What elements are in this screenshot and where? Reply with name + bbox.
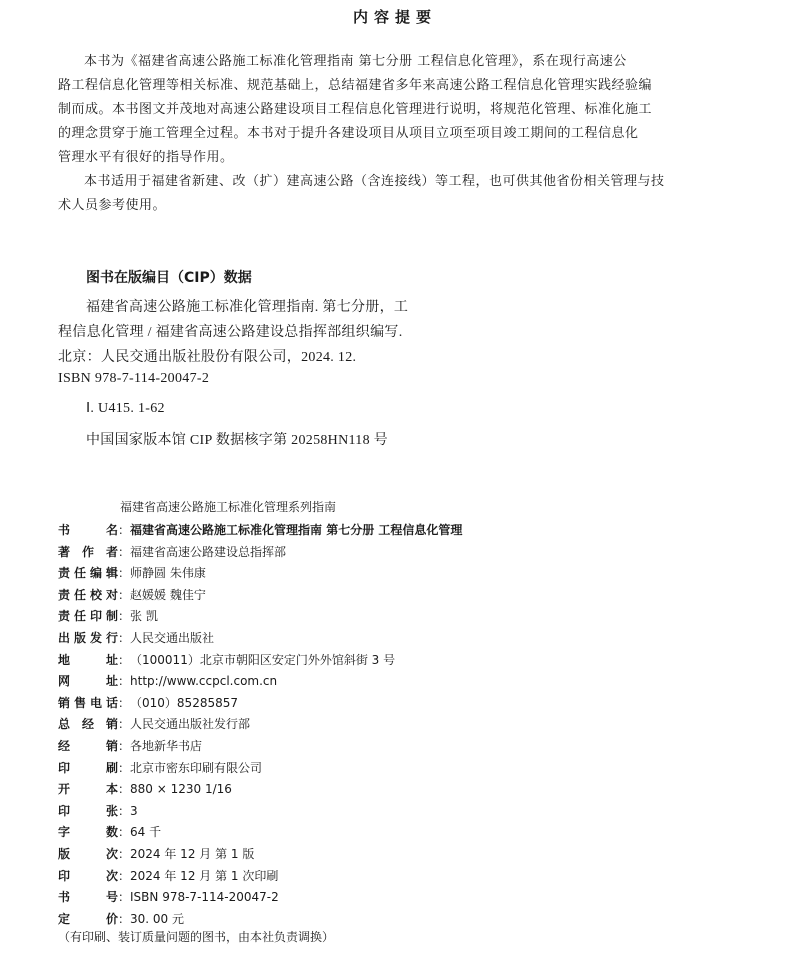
colophon-row-proofreader: 责任校对：赵媛媛 魏佳宁	[58, 587, 206, 602]
colophon-row-sheets: 印张：3	[58, 803, 138, 818]
row-value: 64 千	[130, 825, 162, 840]
row-value: 880 × 1230 1/16	[130, 782, 232, 797]
row-value: 人民交通出版社发行部	[130, 717, 251, 732]
row-label: 印次	[58, 868, 118, 883]
row-label: 版次	[58, 847, 118, 861]
colophon-row-edition: 版次：2024 年 12 月 第 1 版	[58, 847, 255, 861]
abstract-line: 制而成。本书图文并茂地对高速公路建设项目工程信息化管理进行说明，将规范化管理、标准化施工	[58, 102, 653, 117]
colophon-row-publisher: 出版发行：人民交通出版社	[58, 631, 215, 645]
colophon-row-sales-phone: 销售电话：（010）85285857	[58, 695, 238, 710]
cip-record-number: 中国国家版本馆 CIP 数据核字第 20258HN118 号	[86, 433, 388, 448]
abstract-line: 术人员参考使用。	[58, 198, 167, 213]
row-value: 3	[130, 803, 138, 818]
row-label: 责任校对	[58, 587, 118, 602]
row-value: 福建省高速公路建设总指挥部	[130, 544, 287, 559]
row-value: 张 凯	[130, 609, 158, 624]
row-label: 网址	[58, 674, 118, 689]
row-value: 人民交通出版社	[130, 631, 215, 645]
row-value: ISBN 978-7-114-20047-2	[130, 890, 279, 905]
colophon-row-author: 著作者：福建省高速公路建设总指挥部	[58, 544, 287, 559]
row-value: 2024 年 12 月 第 1 版	[130, 847, 255, 861]
colophon-row-isbn: 书号：ISBN 978-7-114-20047-2	[58, 890, 279, 905]
row-value: 2024 年 12 月 第 1 次印刷	[130, 868, 279, 883]
colophon-row-word-count: 字数：64 千	[58, 825, 162, 840]
row-label: 销售电话	[58, 695, 118, 710]
colophon-row-print-supervisor: 责任印制：张 凯	[58, 609, 158, 624]
colophon-row-title: 书名：福建省高速公路施工标准化管理指南 第七分册 工程信息化管理	[58, 523, 463, 537]
quality-note: （有印刷、装订质量问题的图书，由本社负责调换）	[58, 930, 335, 944]
row-label: 字数	[58, 825, 118, 840]
row-label: 责任印制	[58, 609, 118, 624]
cip-line: ISBN 978-7-114-20047-2	[58, 371, 210, 386]
row-value: 各地新华书店	[130, 739, 203, 753]
row-label: 著作者	[58, 544, 118, 559]
row-value: （010）85285857	[130, 695, 238, 710]
series-title: 福建省高速公路施工标准化管理系列指南	[120, 500, 337, 514]
row-value: 赵媛媛 魏佳宁	[130, 587, 206, 602]
row-label: 经销	[58, 739, 118, 753]
cip-classification: Ⅰ. U415. 1-62	[86, 401, 165, 416]
colophon-row-address: 地址：（100011）北京市朝阳区安定门外外馆斜街 3 号	[58, 652, 396, 667]
abstract-paragraph-2	[58, 170, 738, 218]
abstract-line: 管理水平有很好的指导作用。	[58, 150, 234, 165]
colophon-row-editor: 责任编辑：师静圆 朱伟康	[58, 566, 206, 581]
row-value: 30. 00 元	[130, 911, 184, 926]
row-label: 开本	[58, 782, 118, 797]
row-label: 定价	[58, 911, 118, 926]
abstract-line: 本书适用于福建省新建、改（扩）建高速公路（含连接线）等工程，也可供其他省份相关管理与技	[84, 174, 665, 189]
colophon-row-printing: 印次：2024 年 12 月 第 1 次印刷	[58, 868, 279, 883]
row-label: 印张	[58, 803, 118, 818]
cip-line: 福建省高速公路施工标准化管理指南. 第七分册，工	[86, 300, 409, 315]
row-label: 责任编辑	[58, 566, 118, 581]
colophon-row-format: 开本：880 × 1230 1/16	[58, 782, 232, 797]
colophon-row-printer: 印刷：北京市密东印刷有限公司	[58, 760, 263, 775]
page-title: 内容提要	[352, 8, 437, 26]
cip-line: 北京：人民交通出版社股份有限公司，2024. 12.	[58, 350, 357, 365]
cip-line: 程信息化管理 / 福建省高速公路建设总指挥部组织编写.	[58, 325, 403, 340]
abstract-line: 本书为《福建省高速公路施工标准化管理指南 第七分册 工程信息化管理》，系在现行高速公	[84, 54, 627, 69]
colophon-row-general-distributor: 总经销：人民交通出版社发行部	[58, 717, 251, 732]
colophon-row-price: 定价：30. 00 元	[58, 911, 184, 926]
colophon-row-distributor: 经销：各地新华书店	[58, 739, 203, 753]
abstract-paragraph-1	[58, 50, 738, 170]
abstract-line: 的理念贯穿于施工管理全过程。本书对于提升各建设项目从项目立项至项目竣工期间的工程信息化	[58, 126, 639, 141]
abstract-line: 路工程信息化管理等相关标准、规范基础上，总结福建省多年来高速公路工程信息化管理实践经验编	[58, 78, 653, 93]
row-label: 出版发行	[58, 631, 118, 645]
row-label: 总经销	[58, 717, 118, 732]
row-value: （100011）北京市朝阳区安定门外外馆斜街 3 号	[130, 652, 396, 667]
row-value: 北京市密东印刷有限公司	[130, 760, 263, 775]
row-label: 地址	[58, 652, 118, 667]
row-value: 师静圆 朱伟康	[130, 566, 206, 581]
row-value: 福建省高速公路施工标准化管理指南 第七分册 工程信息化管理	[130, 523, 463, 537]
cip-heading: 图书在版编目（CIP）数据	[86, 270, 252, 286]
website-link[interactable]: http://www.ccpcl.com.cn	[130, 674, 278, 689]
row-label: 印刷	[58, 760, 118, 775]
row-label: 书名	[58, 523, 118, 537]
colophon-row-website: 网址：http://www.ccpcl.com.cn	[58, 674, 278, 689]
row-label: 书号	[58, 890, 118, 905]
